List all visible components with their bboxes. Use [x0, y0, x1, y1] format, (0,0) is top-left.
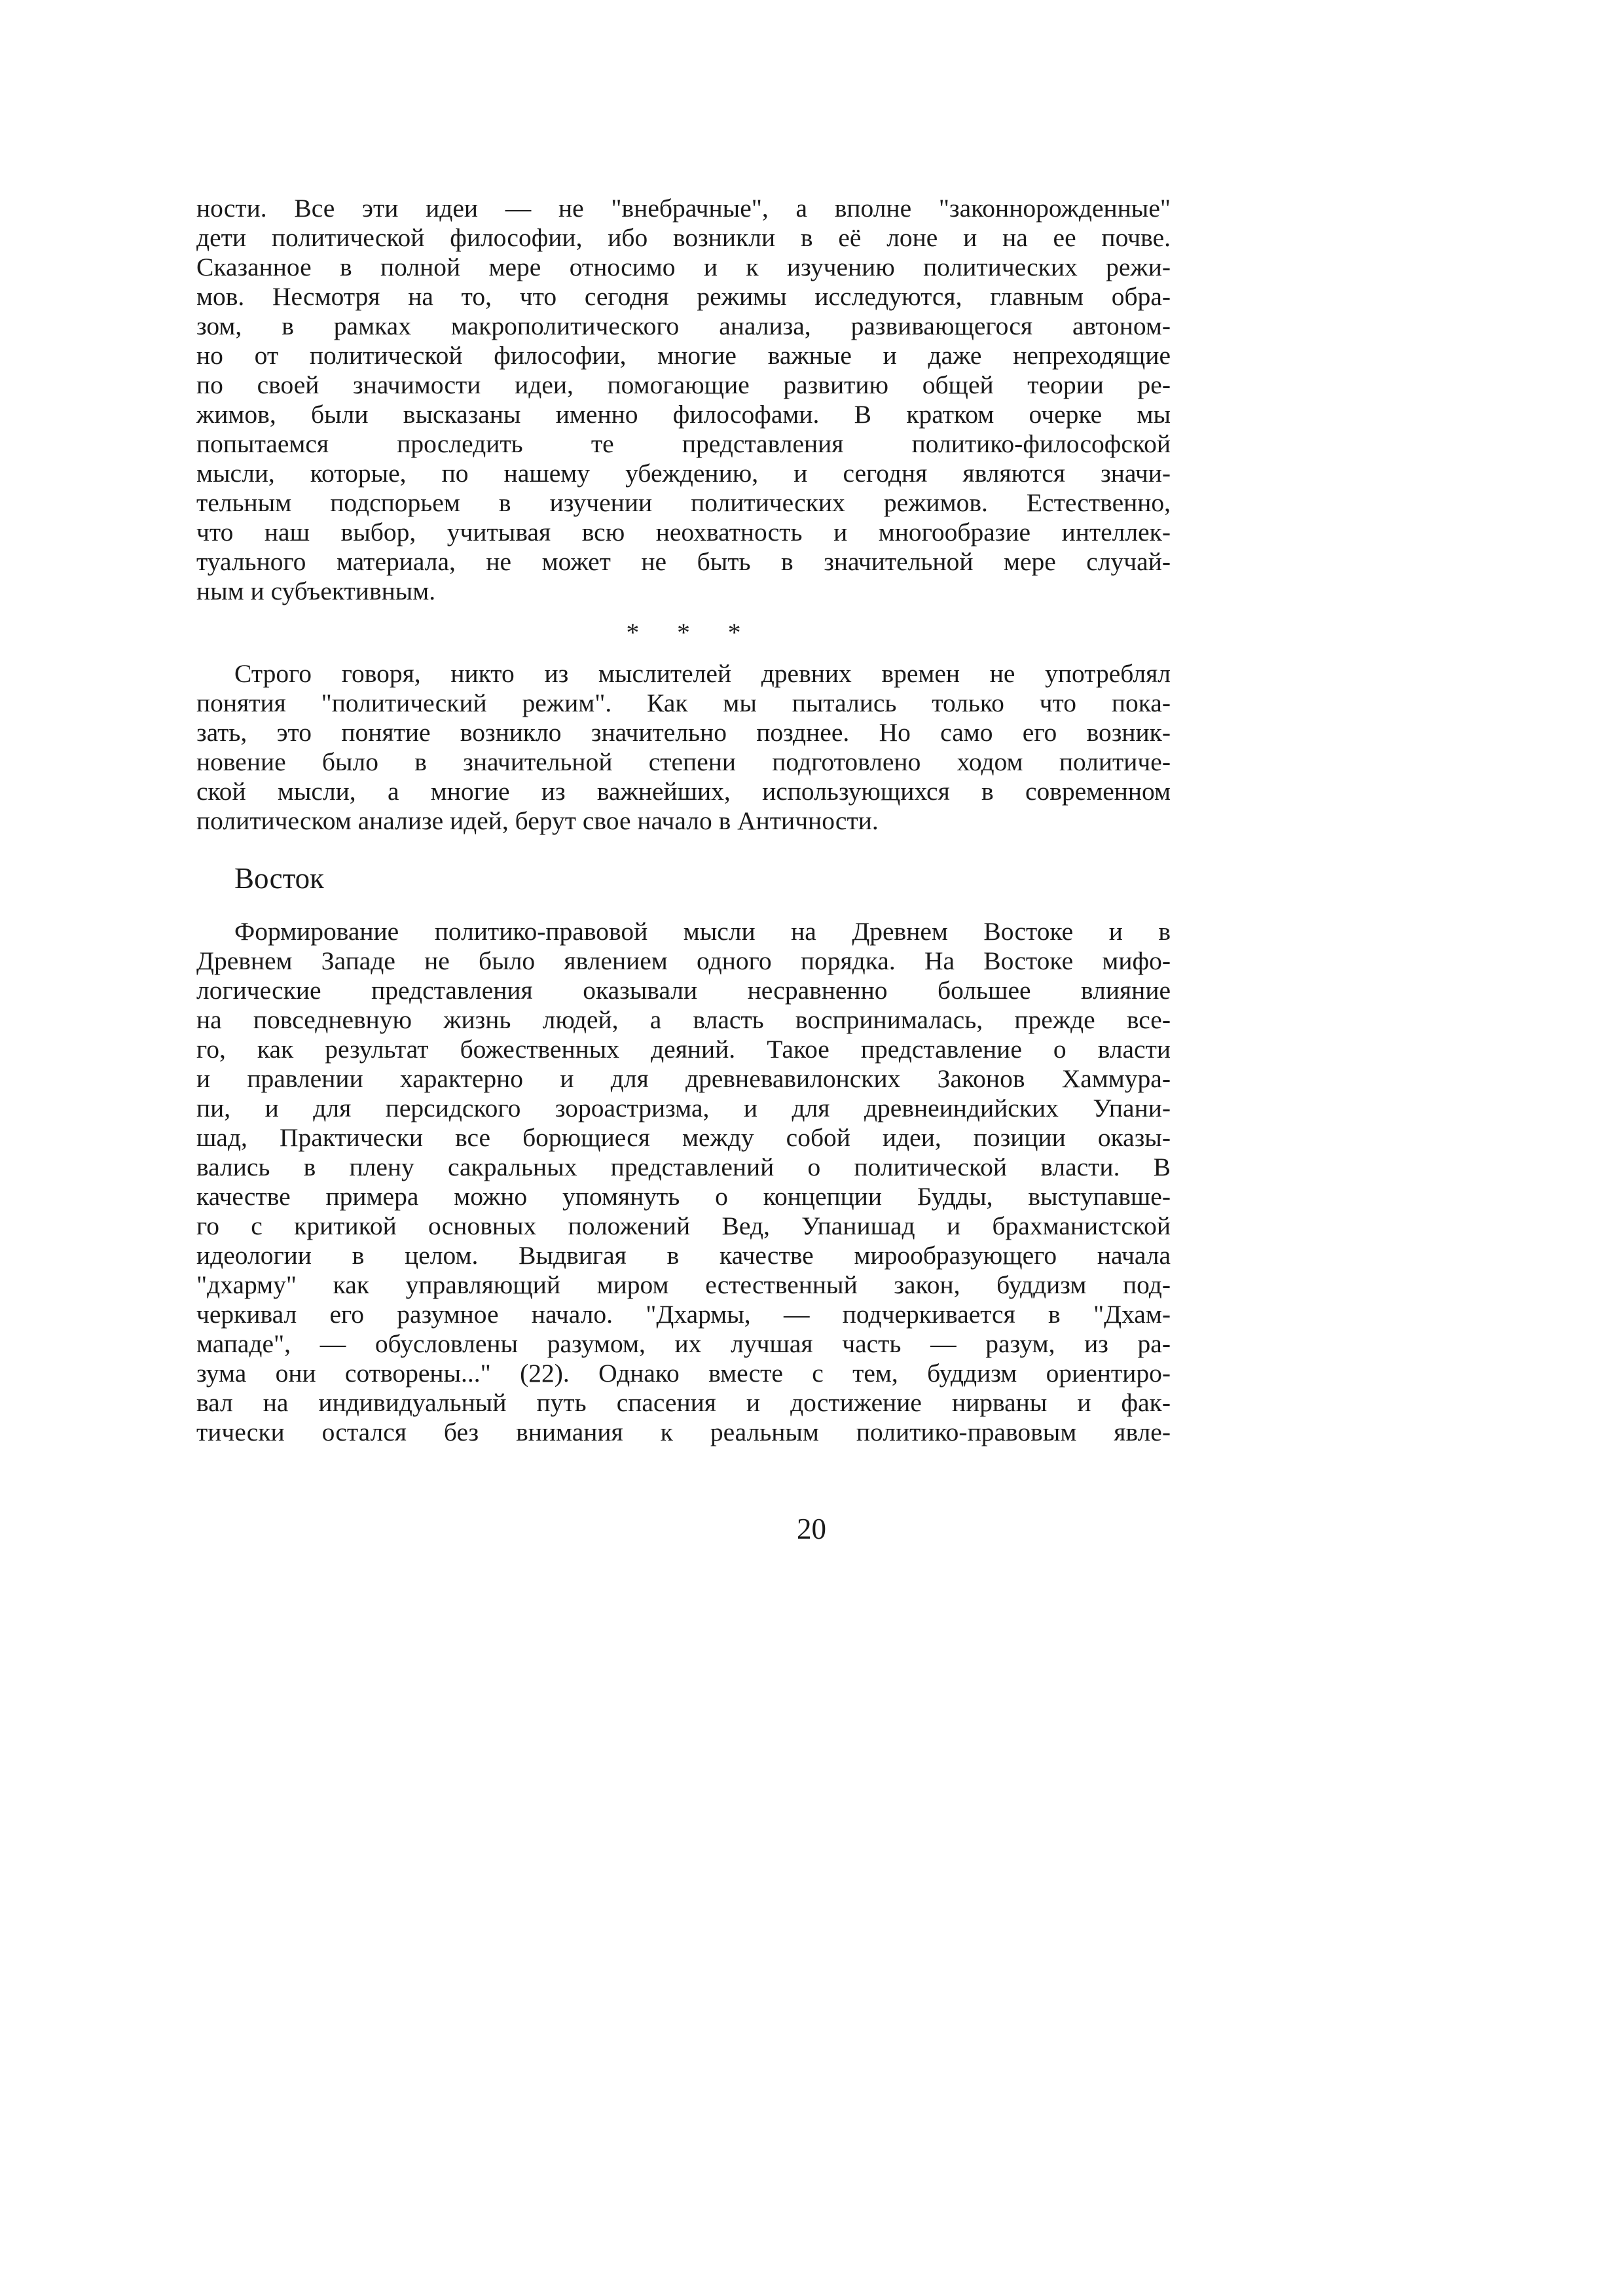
page-body — [196, 194, 1171, 1447]
text-line: мысли, которые, по нашему убеждению, и сегодня являются значи- — [196, 459, 1171, 488]
text-line: понятия "политический режим". Как мы пытались только что пока- — [196, 689, 1171, 717]
paragraph-2 — [196, 659, 1171, 836]
text-line: жимов, были высказаны именно философами. В кратком очерке мы — [196, 400, 1171, 429]
text-line: Строго говоря, никто из мыслителей древних времен не употреблял — [234, 659, 1171, 688]
text-line: ным и субъективным. — [196, 577, 436, 605]
text-line: туального материала, не может не быть в значительной мере случай- — [196, 547, 1171, 576]
text-line: шад, Практически все борющиеся между собой идеи, позиции оказы- — [196, 1123, 1171, 1152]
text-line: мападе", — обусловлены разумом, их лучшая часть — разум, из ра- — [196, 1329, 1171, 1358]
text-line: ской мысли, а многие из важнейших, использующихся в современном — [196, 777, 1171, 806]
text-line: по своей значимости идеи, помогающие развитию общей теории ре- — [196, 370, 1171, 399]
text-line: Древнем Западе не было явлением одного порядка. На Востоке мифо- — [196, 946, 1171, 975]
section-heading: Восток — [234, 862, 325, 895]
text-line: го, как результат божественных деяний. Такое представление о власти — [196, 1035, 1171, 1064]
text-line: черкивал его разумное начало. "Дхармы, — подчеркивается в "Дхам- — [196, 1300, 1171, 1329]
text-line: го с критикой основных положений Вед, Упанишад и брахманистской — [196, 1211, 1171, 1240]
text-line: логические представления оказывали несравненно большее влияние — [196, 976, 1171, 1005]
text-line: мов. Несмотря на то, что сегодня режимы исследуются, главным обра- — [196, 282, 1171, 311]
text-line: политическом анализе идей, берут свое начало в Античности. — [196, 806, 879, 835]
text-line: качестве примера можно упомянуть о концепции Будды, выступавше- — [196, 1182, 1171, 1211]
text-line: но от политической философии, многие важные и даже непреходящие — [196, 341, 1171, 370]
text-line: попытаемся проследить те представления политико-философской — [196, 429, 1171, 458]
text-line: дети политической философии, ибо возникли в её лоне и на ее почве. — [196, 223, 1171, 252]
text-line: тически остался без внимания к реальным политико-правовым явле- — [196, 1418, 1171, 1446]
text-line: тельным подспорьем в изучении политических режимов. Естественно, — [196, 488, 1171, 517]
text-line: новение было в значительной степени подготовлено ходом политиче- — [196, 747, 1171, 776]
text-line: вал на индивидуальный путь спасения и достижение нирваны и фак- — [196, 1388, 1171, 1417]
paragraph-3 — [196, 917, 1171, 1447]
text-line: Формирование политико-правовой мысли на Древнем Востоке и в — [234, 917, 1171, 946]
text-line: и правлении характерно и для древневавилонских Законов Хаммура- — [196, 1064, 1171, 1093]
section-separator: * * * — [626, 618, 757, 647]
text-line: пи, и для персидского зороастризма, и для древнеиндийских Упани- — [196, 1094, 1171, 1122]
page-number: 20 — [797, 1513, 826, 1545]
text-line: Сказанное в полной мере относимо и к изучению политических режи- — [196, 253, 1171, 281]
text-line: зума они сотворены..." (22). Однако вместе с тем, буддизм ориентиро- — [196, 1359, 1171, 1388]
text-line: на повседневную жизнь людей, а власть воспринималась, прежде все- — [196, 1005, 1171, 1034]
text-line: идеологии в целом. Выдвигая в качестве мирообразующего начала — [196, 1241, 1171, 1270]
text-line: "дхарму" как управляющий миром естественный закон, буддизм под- — [196, 1270, 1171, 1299]
text-line: зать, это понятие возникло значительно позднее. Но само его возник- — [196, 718, 1171, 747]
paragraph-1 — [196, 194, 1171, 606]
text-line: ности. Все эти идеи — не "внебрачные", а вполне "законнорожденные" — [196, 194, 1171, 223]
text-line: зом, в рамках макрополитического анализа, развивающегося автоном- — [196, 312, 1171, 340]
text-line: что наш выбор, учитывая всю неохватность и многообразие интеллек- — [196, 518, 1171, 547]
text-line: вались в плену сакральных представлений о политической власти. В — [196, 1153, 1171, 1181]
